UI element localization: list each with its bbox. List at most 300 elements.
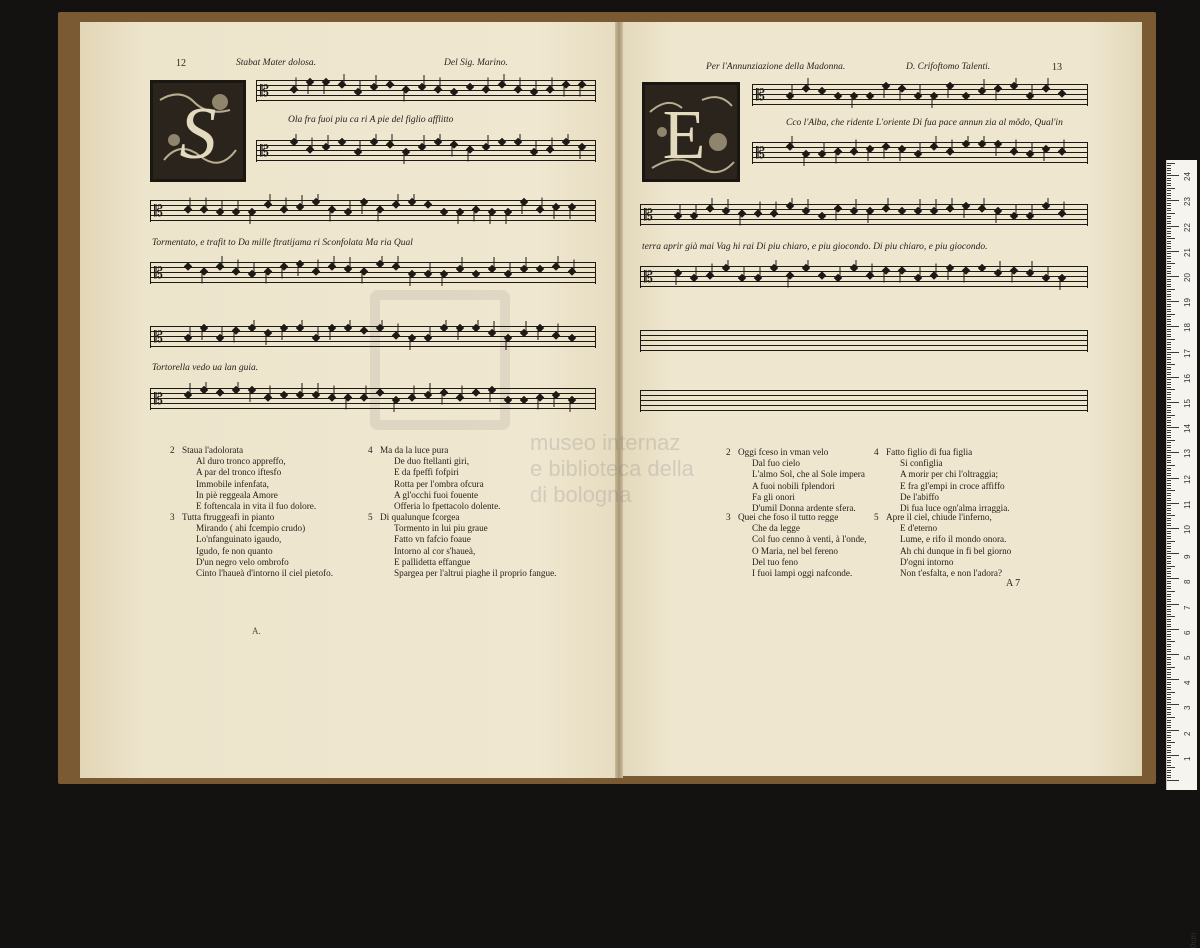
ruler-tick	[1167, 609, 1171, 610]
ruler-tick	[1167, 384, 1171, 385]
stanza-number: 4	[368, 445, 373, 455]
ruler-tick	[1167, 221, 1171, 222]
ruler-tick	[1167, 430, 1171, 431]
ruler-tick	[1167, 228, 1171, 229]
note	[306, 138, 314, 154]
ruler-tick	[1167, 435, 1171, 436]
note	[322, 78, 330, 94]
note	[376, 205, 384, 221]
right-lyric-2: terra aprir già mai Vag hi rai Di piu chiaro, e piu giocondo. Di piu chiaro, e piu giocondo.	[642, 242, 988, 252]
ruler-tick	[1167, 470, 1171, 471]
ruler-tick	[1167, 639, 1171, 640]
ruler-tick	[1167, 737, 1171, 738]
ruler-tick	[1167, 362, 1171, 363]
note-heads	[150, 256, 596, 286]
right-stanza-3	[726, 512, 867, 579]
note	[280, 198, 288, 214]
left-staff-3	[150, 200, 596, 222]
note	[200, 382, 208, 394]
note	[184, 262, 192, 270]
right-staff-4	[640, 266, 1088, 288]
ruler-tick	[1167, 349, 1171, 350]
stanza-line: D'ogni intorno	[900, 556, 954, 567]
note	[434, 78, 442, 94]
ruler-tick	[1167, 636, 1171, 637]
note	[402, 148, 410, 164]
ruler-tick	[1167, 760, 1171, 761]
ruler-label: 9	[1183, 554, 1192, 560]
ruler-tick	[1167, 641, 1175, 642]
ruler-tick	[1167, 299, 1171, 300]
note	[402, 85, 410, 101]
note	[1026, 84, 1034, 100]
signature-mark: A 7	[1006, 578, 1021, 589]
ruler-tick	[1167, 490, 1175, 491]
note	[1010, 78, 1018, 90]
ruler-label: 17	[1183, 348, 1192, 358]
note	[360, 326, 368, 334]
note	[834, 266, 842, 282]
ruler-tick	[1167, 704, 1179, 705]
note	[978, 198, 986, 213]
stanza-number: 5	[368, 512, 373, 522]
note	[344, 393, 352, 409]
note	[674, 269, 682, 285]
book-gutter	[615, 22, 623, 778]
note	[786, 84, 794, 100]
note	[946, 264, 954, 280]
note	[216, 256, 224, 271]
note	[392, 256, 400, 271]
ruler-label: 2	[1183, 731, 1192, 736]
note	[914, 84, 922, 100]
ruler-label: 15	[1183, 399, 1192, 408]
note	[568, 334, 576, 342]
stanza-line: Lume, e rifo il mondo onora.	[900, 534, 1007, 545]
ruler-tick	[1167, 528, 1179, 529]
note	[264, 194, 272, 209]
note	[354, 140, 362, 156]
note-heads	[640, 260, 1088, 290]
note	[546, 78, 554, 94]
note	[354, 80, 362, 96]
note	[882, 198, 890, 213]
initial-s-woodcut-icon	[150, 80, 246, 182]
stanza-line: E fra gl'empi in croce affiffo	[900, 480, 1005, 491]
note	[834, 92, 842, 100]
ruler-tick	[1167, 364, 1175, 365]
ruler-tick	[1167, 256, 1171, 257]
ruler-tick	[1167, 261, 1171, 262]
note	[482, 78, 490, 94]
ruler-tick	[1167, 735, 1171, 736]
ruler-tick	[1167, 432, 1171, 433]
ruler-tick	[1167, 624, 1171, 625]
ruler-label: 8	[1183, 579, 1192, 585]
ruler-tick	[1167, 175, 1179, 176]
note	[456, 257, 464, 273]
ruler-label: 23	[1183, 197, 1192, 207]
left-running-title: Stabat Mater dolosa.	[236, 58, 316, 68]
ruler-tick	[1167, 316, 1171, 317]
ruler-tick	[1167, 329, 1171, 330]
ruler-tick	[1167, 697, 1171, 698]
note	[312, 194, 320, 206]
stanza-line: Col fuo cenno à venti, à l'onde,	[752, 534, 867, 545]
note	[322, 135, 330, 151]
ruler-tick	[1167, 392, 1171, 393]
note	[264, 267, 272, 283]
ruler-tick	[1167, 556, 1171, 557]
note	[264, 386, 272, 402]
ruler-tick	[1167, 541, 1175, 542]
note-heads	[150, 382, 596, 412]
ruler-label: 10	[1183, 525, 1192, 534]
stanza-line: Quei che foso il tutto regge	[738, 512, 839, 522]
right-page-number: 13	[1052, 62, 1062, 73]
ruler-tick	[1167, 770, 1171, 771]
ruler-tick	[1167, 352, 1179, 353]
note	[568, 396, 576, 412]
ruler-tick	[1167, 326, 1179, 327]
clef-icon: 𝄡	[154, 201, 163, 220]
clef-icon: 𝄡	[756, 143, 765, 162]
ruler-tick	[1167, 324, 1171, 325]
note	[424, 383, 432, 399]
note	[962, 266, 970, 282]
ruler-tick	[1167, 213, 1175, 214]
note	[1010, 140, 1018, 156]
note	[994, 140, 1002, 156]
decorated-initial-e	[642, 82, 740, 182]
note-heads	[150, 194, 596, 224]
ruler-tick	[1167, 231, 1171, 232]
ruler-tick	[1167, 775, 1171, 776]
note	[472, 270, 480, 278]
ruler-tick	[1167, 450, 1171, 451]
note	[392, 396, 400, 412]
ruler-tick	[1167, 478, 1179, 479]
ruler-tick	[1167, 475, 1171, 476]
ruler-label: 21	[1183, 247, 1192, 257]
stanza-line: I fuoi lampi oggi nafconde.	[752, 568, 853, 579]
note	[376, 256, 384, 268]
clef-icon: 𝄡	[260, 141, 269, 160]
note	[466, 145, 474, 161]
note	[200, 267, 208, 283]
ruler-tick	[1167, 241, 1171, 242]
note	[216, 326, 224, 342]
stanza-line: Igudo, fe non quanto	[196, 545, 273, 556]
ruler-tick	[1167, 170, 1171, 171]
ruler-tick	[1167, 271, 1171, 272]
note	[834, 147, 842, 163]
ruler-tick	[1167, 455, 1171, 456]
right-staff-6-empty	[640, 390, 1088, 412]
decorated-initial-s	[150, 80, 246, 182]
staff-line	[640, 340, 1088, 341]
note	[898, 145, 906, 161]
stanza-line: Ah chi dunque in fi bel giorno	[900, 545, 1012, 556]
note	[930, 92, 938, 108]
note	[440, 388, 448, 404]
ruler-tick	[1167, 578, 1179, 579]
stanza-line: A par del tronco iftesfo	[196, 467, 282, 478]
note	[424, 262, 432, 278]
ruler-tick	[1167, 304, 1171, 305]
ruler-tick	[1167, 190, 1171, 191]
note	[818, 87, 826, 95]
ruler-tick	[1167, 576, 1171, 577]
ruler-tick	[1167, 498, 1171, 499]
stanza-line: Fa gli onori	[752, 491, 795, 502]
note	[690, 204, 698, 220]
ruler-label: 13	[1183, 449, 1192, 459]
ruler-tick	[1167, 720, 1171, 721]
ruler-tick	[1167, 266, 1171, 267]
note	[802, 150, 810, 166]
ruler-tick	[1167, 777, 1171, 778]
ruler-tick	[1167, 573, 1171, 574]
ruler-tick	[1167, 740, 1171, 741]
ruler-tick	[1167, 563, 1171, 564]
ruler-tick	[1167, 402, 1179, 403]
left-lyric-2: Tormentato, e trafit to Da mille ftratijama ri Sconfolata Ma ria Qual	[152, 238, 413, 248]
note	[536, 324, 544, 340]
note	[962, 202, 970, 218]
ruler-tick	[1167, 238, 1175, 239]
note	[418, 135, 426, 151]
ruler-tick	[1167, 200, 1179, 201]
note-heads	[752, 78, 1088, 108]
left-staff-6	[150, 388, 596, 410]
staff-end-bar	[1087, 330, 1088, 352]
left-staff-2	[256, 140, 596, 162]
ruler-tick	[1167, 596, 1171, 597]
ruler-tick	[1167, 583, 1171, 584]
note	[328, 386, 336, 402]
note	[514, 134, 522, 146]
stanza-number: 3	[170, 512, 175, 522]
clef-icon: 𝄡	[154, 389, 163, 408]
note	[418, 75, 426, 91]
ruler-tick	[1167, 672, 1171, 673]
ruler-tick	[1167, 772, 1171, 773]
svg-text:E: E	[662, 97, 706, 174]
ruler-tick	[1167, 253, 1171, 254]
ruler-tick	[1167, 276, 1179, 277]
stanza-line: L'almo Sol, che al Sole impera	[752, 469, 865, 480]
note	[914, 266, 922, 282]
stanza-line: E pallidetta effangue	[394, 556, 471, 567]
ruler-label: 5	[1183, 655, 1192, 660]
stanza-line: Fatto figlio di fua figlia	[886, 447, 973, 457]
note	[184, 383, 192, 399]
note	[514, 78, 522, 94]
note	[360, 198, 368, 214]
ruler-tick	[1167, 586, 1171, 587]
ruler-label: 12	[1183, 474, 1192, 484]
left-staff-1	[256, 80, 596, 102]
ruler-tick	[1167, 339, 1175, 340]
note	[1058, 89, 1066, 97]
stanza-number: 4	[874, 447, 879, 457]
note	[232, 200, 240, 216]
right-staff-3	[640, 204, 1088, 226]
note-heads	[256, 134, 596, 164]
ruler-tick	[1167, 258, 1171, 259]
note	[456, 386, 464, 402]
ruler-tick	[1167, 520, 1171, 521]
note	[530, 140, 538, 156]
note	[376, 320, 384, 332]
stanza-line: A fuoi nobili fplendori	[752, 480, 835, 491]
ruler-tick	[1167, 226, 1179, 227]
stanza-line: Intorno al cor s'haueà,	[394, 545, 476, 556]
note	[994, 261, 1002, 277]
ruler-tick	[1167, 682, 1171, 683]
note	[786, 136, 794, 151]
ruler-tick	[1167, 626, 1171, 627]
ruler-tick	[1167, 198, 1171, 199]
ruler-tick	[1167, 717, 1175, 718]
note	[440, 208, 448, 216]
note	[450, 140, 458, 156]
ruler-tick	[1167, 503, 1179, 504]
ruler-tick	[1167, 662, 1171, 663]
note	[552, 324, 560, 340]
ruler-tick	[1167, 291, 1171, 292]
clef-icon: 𝄡	[154, 263, 163, 282]
watermark-line-3: di bologna	[530, 482, 632, 507]
stanza-line: De l'abiffo	[900, 491, 939, 502]
ruler-tick	[1167, 629, 1179, 630]
ruler-tick	[1167, 354, 1171, 355]
ruler-tick	[1167, 518, 1171, 519]
ruler-tick	[1167, 309, 1171, 310]
ruler-tick	[1167, 420, 1171, 421]
ruler-tick	[1167, 210, 1171, 211]
ruler-tick	[1167, 571, 1171, 572]
stanza-line: Di fua luce ogn'alma irraggia.	[900, 503, 1010, 514]
ruler-label: 4	[1183, 680, 1192, 686]
ruler-tick	[1167, 468, 1171, 469]
note	[578, 80, 586, 96]
note	[338, 74, 346, 89]
ruler-tick	[1167, 417, 1171, 418]
ruler-tick	[1167, 674, 1171, 675]
right-running-title: Per l'Annunziazione della Madonna.	[706, 62, 846, 72]
ruler-tick	[1167, 707, 1171, 708]
left-stanza-4	[368, 445, 501, 512]
ruler-tick	[1167, 747, 1171, 748]
ruler-tick	[1167, 405, 1171, 406]
note	[488, 321, 496, 337]
note	[1010, 204, 1018, 220]
stanza-line: Di qualunque fcorgea	[380, 512, 460, 522]
note	[690, 266, 698, 282]
ruler-tick	[1167, 193, 1171, 194]
ruler-tick	[1167, 447, 1171, 448]
stanza-number: 5	[874, 512, 879, 522]
ruler-tick	[1167, 331, 1171, 332]
ruler-tick	[1167, 531, 1171, 532]
stanza-line: In piè reggeala Amore	[196, 489, 278, 500]
ruler-label: 14	[1183, 424, 1192, 434]
stanza-line: Rotta per l'ombra ofcura	[394, 478, 484, 489]
staff-line	[640, 395, 1088, 396]
note-heads	[150, 320, 596, 350]
note	[434, 134, 442, 146]
stanza-line: Staua l'adolorata	[182, 445, 244, 455]
note	[408, 270, 416, 286]
ruler-tick	[1167, 412, 1171, 413]
ruler-tick	[1167, 203, 1171, 204]
note	[296, 260, 304, 276]
ruler-tick	[1167, 523, 1171, 524]
clef-icon: 𝄡	[756, 85, 765, 104]
note	[408, 386, 416, 402]
note	[866, 92, 874, 100]
note	[834, 204, 842, 220]
note	[370, 134, 378, 146]
ruler-tick	[1167, 566, 1175, 567]
left-page-number: 12	[176, 58, 186, 69]
note	[424, 200, 432, 208]
ruler-tick	[1167, 588, 1171, 589]
ruler-tick	[1167, 780, 1179, 781]
note	[770, 260, 778, 272]
ruler-tick	[1167, 485, 1171, 486]
ruler-tick	[1167, 437, 1171, 438]
staff-start-bar	[640, 390, 641, 412]
ruler-tick	[1167, 284, 1171, 285]
note	[802, 78, 810, 93]
watermark-line-1: museo internaz	[530, 430, 681, 455]
note	[216, 388, 224, 396]
note	[770, 202, 778, 218]
ruler-tick	[1167, 460, 1171, 461]
ruler-tick	[1167, 407, 1171, 408]
ruler-tick	[1167, 359, 1171, 360]
note	[1042, 78, 1050, 93]
ruler-label: 6	[1183, 630, 1192, 635]
ruler-tick	[1167, 243, 1171, 244]
note	[520, 198, 528, 214]
note	[786, 271, 794, 287]
note	[898, 266, 906, 282]
ruler-label: 3	[1183, 705, 1192, 711]
ruler-tick	[1167, 558, 1171, 559]
ruler-label: 20	[1183, 273, 1192, 282]
ruler-tick	[1167, 440, 1175, 441]
note	[546, 138, 554, 154]
note	[312, 260, 320, 276]
ruler-tick	[1167, 646, 1171, 647]
ruler-tick	[1167, 286, 1171, 287]
note	[408, 334, 416, 350]
note	[248, 386, 256, 402]
ruler-tick	[1167, 677, 1171, 678]
ruler-tick	[1167, 591, 1175, 592]
note	[898, 207, 906, 215]
ruler-tick	[1167, 279, 1171, 280]
stanza-line: Tutta ftruggeafi in pianto	[182, 512, 275, 522]
ruler-tick	[1167, 311, 1171, 312]
note	[344, 257, 352, 273]
stanza-line: Fatto vn fafcio foaue	[394, 534, 471, 545]
note	[866, 145, 874, 161]
